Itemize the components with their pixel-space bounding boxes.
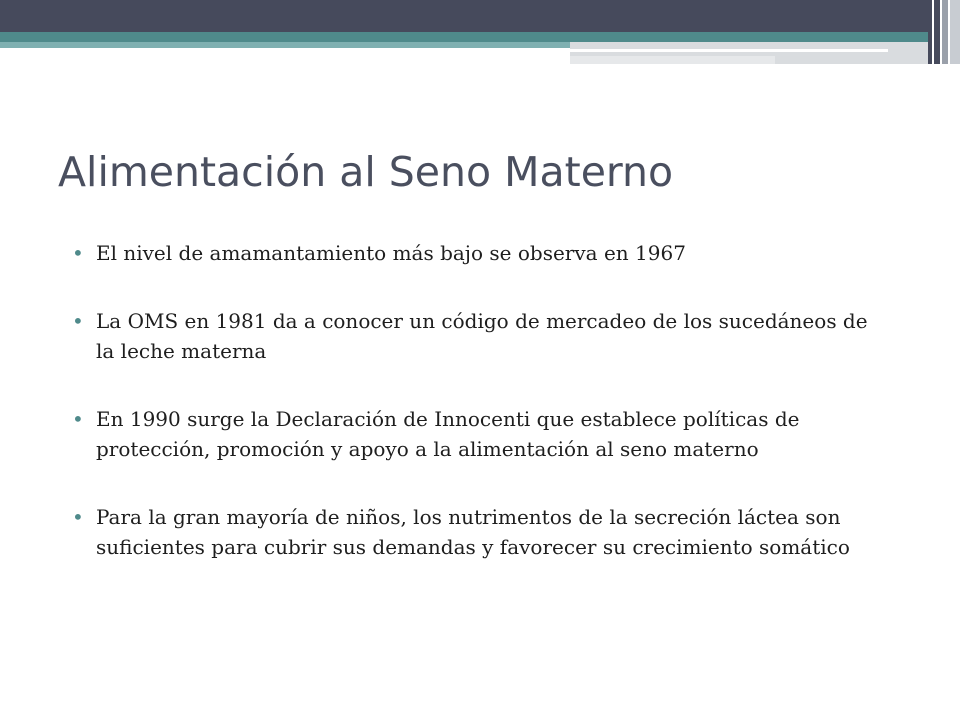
bullet-dot-icon: • <box>72 407 84 431</box>
header-band-dark <box>0 0 960 32</box>
header-band-white-line <box>570 49 888 52</box>
bullet-text: Para la gran mayoría de niños, los nutrimentos de la secreción láctea son suficientes para cubrir sus demandas y favorecer su crecimiento somático <box>96 505 850 559</box>
bullet-dot-icon: • <box>72 241 84 265</box>
bullet-text: En 1990 surge la Declaración de Innocenti que establece políticas de protección, promoción y apoyo a la alimentación al seno materno <box>96 407 800 461</box>
bullet-text: La OMS en 1981 da a conocer un código de mercadeo de los sucedáneos de la leche materna <box>96 309 868 363</box>
bullet-list <box>72 238 892 600</box>
bullet-item <box>72 306 892 366</box>
header-band-teal <box>0 32 960 42</box>
bullet-dot-icon: • <box>72 309 84 333</box>
bullet-item <box>72 238 892 268</box>
header-corner-bars <box>928 0 960 64</box>
bullet-item <box>72 404 892 464</box>
header-band-gray-light <box>570 56 775 64</box>
slide-title: Alimentación al Seno Materno <box>58 148 674 196</box>
bullet-dot-icon: • <box>72 505 84 529</box>
bullet-text: El nivel de amamantamiento más bajo se observa en 1967 <box>96 241 686 265</box>
bullet-item <box>72 502 892 562</box>
header-band-teal-light <box>0 42 570 48</box>
